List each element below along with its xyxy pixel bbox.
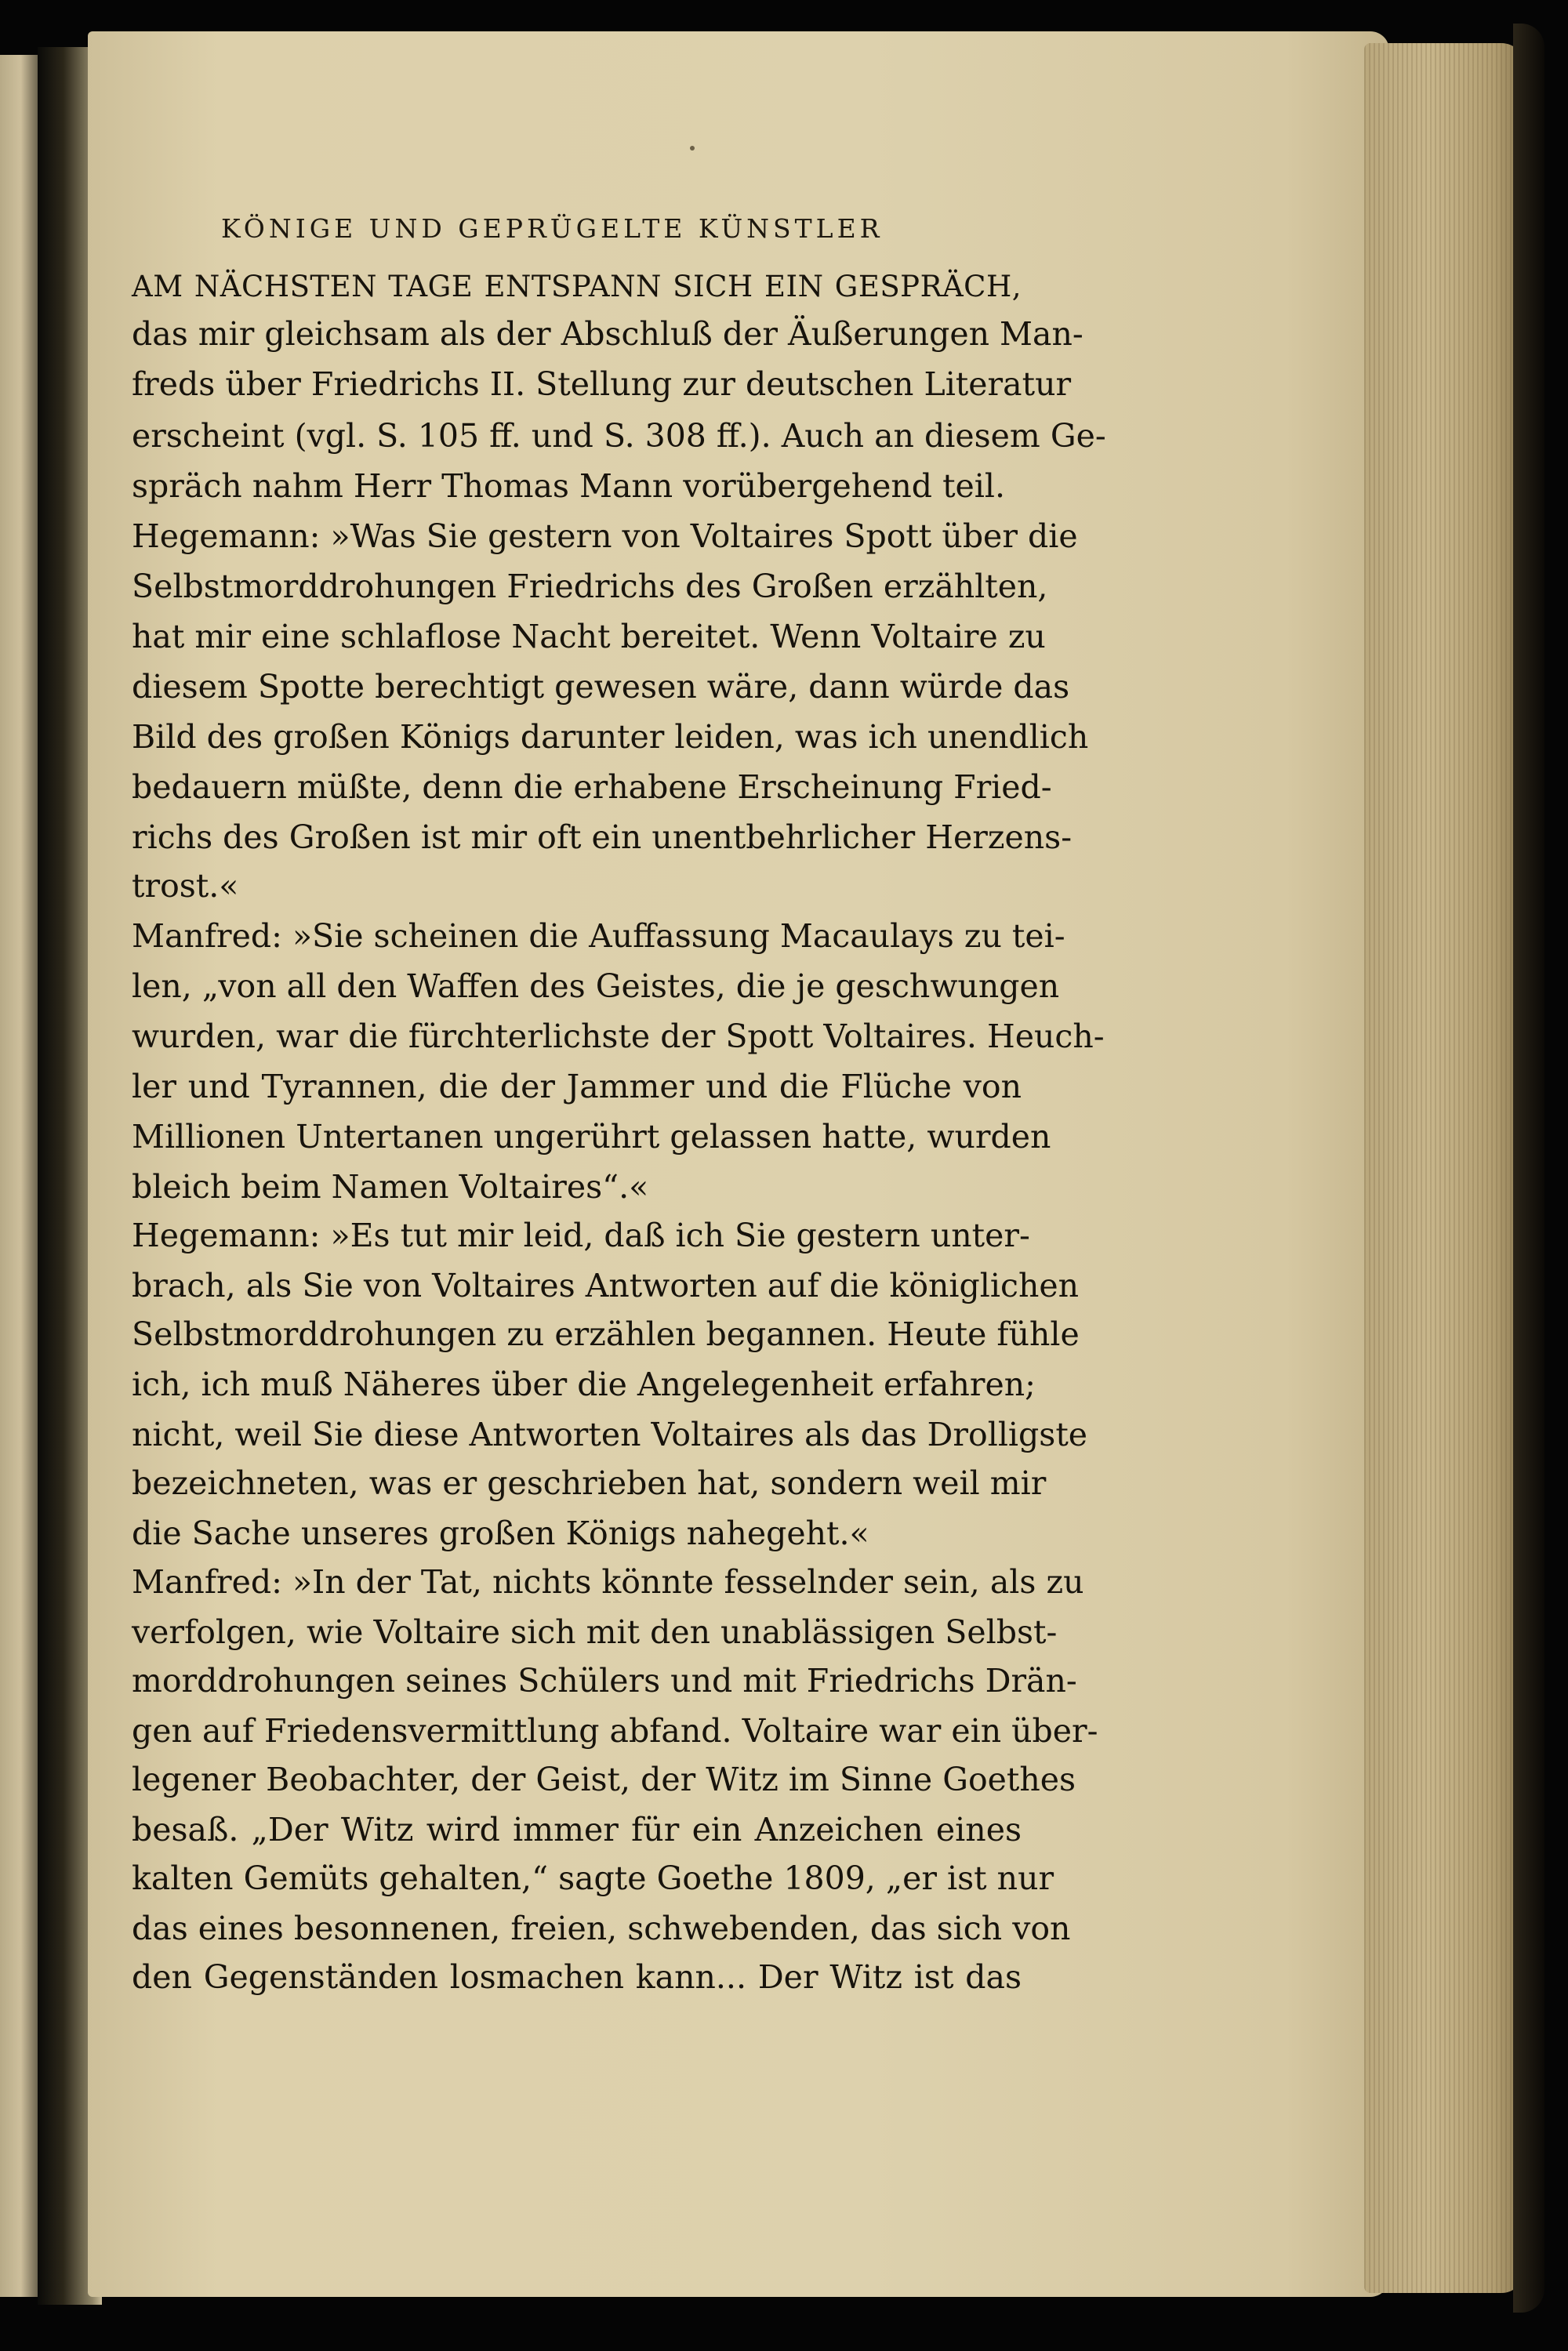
- text-line: besaß. „Der Witz wird immer für ein Anzeichen eines: [132, 1811, 1022, 1849]
- text-line: freds über Friedrichs II. Stellung zur deutschen Literatur: [132, 365, 1072, 403]
- text-line: nicht, weil Sie diese Antworten Voltaires als das Drolligste: [132, 1416, 1088, 1453]
- text-line: bezeichneten, was er geschrieben hat, sondern weil mir: [132, 1464, 1047, 1502]
- text-line: bedauern müßte, denn die erhabene Erscheinung Fried-: [132, 768, 1052, 806]
- cover-edge: [1513, 24, 1544, 2313]
- facing-page-edge: [0, 55, 38, 2297]
- text-line: Manfred: »Sie scheinen die Auffassung Macaulays zu tei-: [132, 917, 1065, 955]
- page-stack-edges: [1364, 43, 1525, 2293]
- text-line: den Gegenständen losmachen kann... Der Witz ist das: [132, 1958, 1022, 1996]
- text-line: brach, als Sie von Voltaires Antworten auf die königlichen: [132, 1267, 1080, 1304]
- text-line: trost.«: [132, 867, 239, 905]
- text-line: diesem Spotte berechtigt gewesen wäre, dann würde das: [132, 668, 1070, 706]
- text-line: das eines besonnenen, freien, schwebenden, das sich von: [132, 1910, 1071, 1947]
- text-line: verfolgen, wie Voltaire sich mit den unablässigen Selbst-: [132, 1613, 1058, 1651]
- text-line: bleich beim Namen Voltaires“.«: [132, 1168, 649, 1206]
- text-line: AM NÄCHSTEN TAGE ENTSPANN SICH EIN GESPRÄCH,: [132, 270, 1022, 303]
- text-line: gen auf Friedensvermittlung abfand. Voltaire war ein über-: [132, 1712, 1098, 1750]
- text-line: Hegemann: »Was Sie gestern von Voltaires Spott über die: [132, 517, 1078, 555]
- text-line: Bild des großen Königs darunter leiden, was ich unendlich: [132, 718, 1089, 756]
- text-line: kalten Gemüts gehalten,“ sagte Goethe 1809, „er ist nur: [132, 1859, 1054, 1897]
- text-line: erscheint (vgl. S. 105 ff. und S. 308 ff.). Auch an diesem Ge-: [132, 417, 1106, 455]
- text-line: morddrohungen seines Schülers und mit Friedrichs Drän-: [132, 1662, 1077, 1700]
- text-line: wurden, war die fürchterlichste der Spott Voltaires. Heuch-: [132, 1018, 1105, 1055]
- text-line: ich, ich muß Näheres über die Angelegenheit erfahren;: [132, 1366, 1036, 1403]
- running-head: KÖNIGE UND GEPRÜGELTE KÜNSTLER: [221, 213, 884, 244]
- text-line: legener Beobachter, der Geist, der Witz im Sinne Goethes: [132, 1761, 1076, 1798]
- text-line: Selbstmorddrohungen zu erzählen begannen. Heute fühle: [132, 1315, 1080, 1353]
- text-line: spräch nahm Herr Thomas Mann vorübergehend teil.: [132, 467, 1006, 505]
- paper-speck: [690, 146, 695, 151]
- text-line: Hegemann: »Es tut mir leid, daß ich Sie gestern unter-: [132, 1217, 1030, 1254]
- text-line: Selbstmorddrohungen Friedrichs des Großen erzählten,: [132, 568, 1048, 605]
- text-line: ler und Tyrannen, die der Jammer und die Flüche von: [132, 1068, 1022, 1105]
- text-line: richs des Großen ist mir oft ein unentbehrlicher Herzens-: [132, 818, 1073, 856]
- text-line: len, „von all den Waffen des Geistes, die je geschwungen: [132, 967, 1060, 1005]
- text-line: hat mir eine schlaflose Nacht bereitet. Wenn Voltaire zu: [132, 618, 1046, 655]
- text-line: das mir gleichsam als der Abschluß der Äußerungen Man-: [132, 315, 1083, 353]
- text-line: Manfred: »In der Tat, nichts könnte fesselnder sein, als zu: [132, 1563, 1084, 1601]
- text-line: Millionen Untertanen ungerührt gelassen hatte, wurden: [132, 1118, 1051, 1156]
- text-line: die Sache unseres großen Königs nahegeht.«: [132, 1515, 869, 1552]
